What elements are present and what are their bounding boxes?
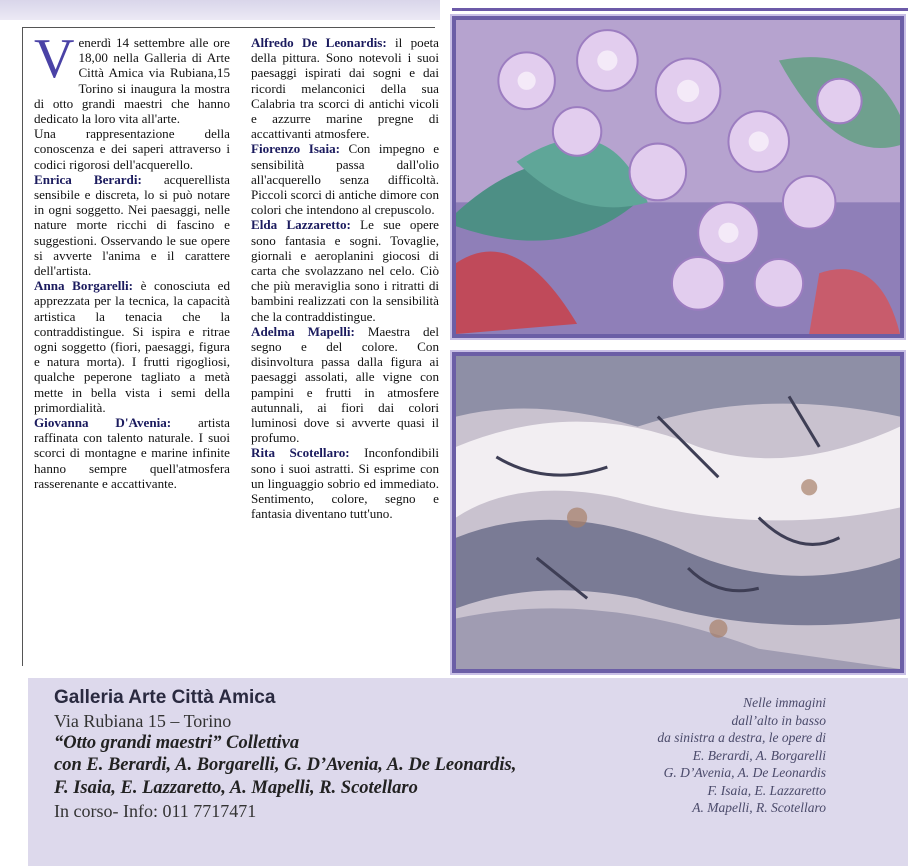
image-caption: [657, 694, 826, 817]
exhibition-title: “Otto grandi maestri” Collettiva: [54, 733, 300, 753]
artist-name: Alfredo De Leonardis:: [251, 35, 387, 50]
caption-line: dall’alto in basso: [731, 712, 826, 728]
caption-line: da sinistra a destra, le opere di: [657, 730, 826, 745]
artists-line-2: F. Isaia, E. Lazzaretto, A. Mapelli, R. Scotellaro: [54, 778, 418, 798]
hydrangea-painting: [450, 14, 906, 340]
artist-paragraph: [251, 217, 439, 323]
drop-cap: V: [34, 28, 75, 90]
artist-text: è conosciuta ed apprezzata per la tecnica, la capacità artistica la tenacia che la contraddistingue. Si ispira e ritrae ogni soggetto (fiori, paesaggi, figura e natura morta). I frutti rigogliosi, qualche peperone tagliato a metà mette in bella vista i semi della primordialità.: [34, 278, 231, 415]
artist-paragraph: [251, 445, 439, 521]
caption-line: Nelle immagini: [743, 695, 826, 710]
artist-name: Anna Borgarelli:: [34, 278, 134, 294]
artist-text: artista raffinata con talento naturale. I suoi scorci di montagne e marine infinite hanno sempre quell'atmosfera rasserenante e accattivante.: [34, 415, 230, 491]
artist-name: Enrica Berardi:: [34, 171, 142, 187]
intro-text: enerdì 14 settembre alle ore 18,00 nella Galleria di Arte Città Amica via Rubiana,15 Torino si inaugura la mostra di otto grandi maestri che hanno dedicato la loro vita all'arte.: [34, 35, 230, 127]
artist-paragraph: [34, 172, 230, 278]
artist-name: Fiorenzo Isaia:: [251, 141, 341, 157]
hydrangea-painting-icon: [456, 20, 900, 334]
artist-paragraph: [251, 35, 439, 141]
exhibition-info: [54, 686, 516, 822]
gallery-name: Galleria Arte Città Amica: [54, 687, 276, 708]
artists-line-1: con E. Berardi, A. Borgarelli, G. D’Avenia, A. De Leonardis,: [54, 755, 517, 775]
intro-paragraph-2: Una rappresentazione della conoscenza e dei saperi attraverso i codici rigorosi dell'acquerello.: [34, 126, 230, 172]
artist-name: Elda Lazzaretto:: [251, 217, 351, 233]
artist-text: acquerellista sensibile e discreta, lo si può notare in ogni soggetto. Nei paesaggi, nelle nature morte ricchi di fascino e suggestioni. Osservando le sue opere si avverte l'anima e il carattere dell'artista.: [34, 171, 230, 279]
abstract-painting-icon: [456, 356, 900, 669]
artist-name: Giovanna D'Avenia:: [34, 415, 172, 431]
artist-paragraph: [34, 278, 230, 415]
top-decorative-strip: [0, 0, 440, 20]
artist-text: Con impegno e sensibilità passa dall'olio all'acquerello senza difficoltà. Piccoli scorci di antiche dimore con colori che intendono al crepuscolo.: [251, 141, 439, 218]
article-column-left: [34, 28, 231, 491]
intro-paragraph: [34, 28, 230, 127]
article-column-right: [251, 35, 439, 522]
artist-name: Adelma Mapelli:: [251, 323, 355, 339]
artist-paragraph: [251, 141, 439, 217]
top-right-border: [452, 0, 908, 11]
caption-line: E. Berardi, A. Borgarelli: [692, 747, 826, 763]
caption-line: G. D’Avenia, A. De Leonardis: [663, 765, 826, 780]
abstract-painting: [450, 350, 906, 675]
artist-text: il poeta della pittura. Sono notevoli i suoi paesaggi ispirati dai sogni e dai ricordi melanconici della sua Calabria tra scorci di antichi vicoli e azzurre marine pregne di accattivanti atmosfere.: [251, 35, 439, 142]
artist-text: Inconfondibili sono i suoi astratti. Si esprime con un linguaggio sobrio ed immediato. Sentimento, colore, segno e fantasia diventano tutt'uno.: [251, 445, 439, 522]
contact-info: In corso- Info: 011 7717471: [54, 801, 257, 821]
artist-paragraph: [34, 415, 230, 491]
caption-line: F. Isaia, E. Lazzaretto: [707, 782, 826, 798]
artist-name: Rita Scotellaro:: [251, 445, 350, 461]
artist-text: Maestra del segno e del colore. Con disinvoltura passa dalla figura ai paesaggi assolati, alle vigne con pampini e frutti in atmosfere autunnali, ai fiori dai colori luminosi dove si avverte quasi il profumo.: [251, 323, 439, 446]
artist-text: Le sue opere sono fantasia e sogni. Tovaglie, giornali e aeroplanini giocosi di carta che svolazzano nel celo. Ciò che più meraviglia sono i ritratti di bambini realizzati con la sensibilità che la contraddistingue.: [251, 217, 439, 324]
gallery-address: Via Rubiana 15 – Torino: [54, 711, 232, 731]
caption-line: A. Mapelli, R. Scotellaro: [692, 800, 826, 815]
artist-paragraph: [251, 324, 439, 446]
